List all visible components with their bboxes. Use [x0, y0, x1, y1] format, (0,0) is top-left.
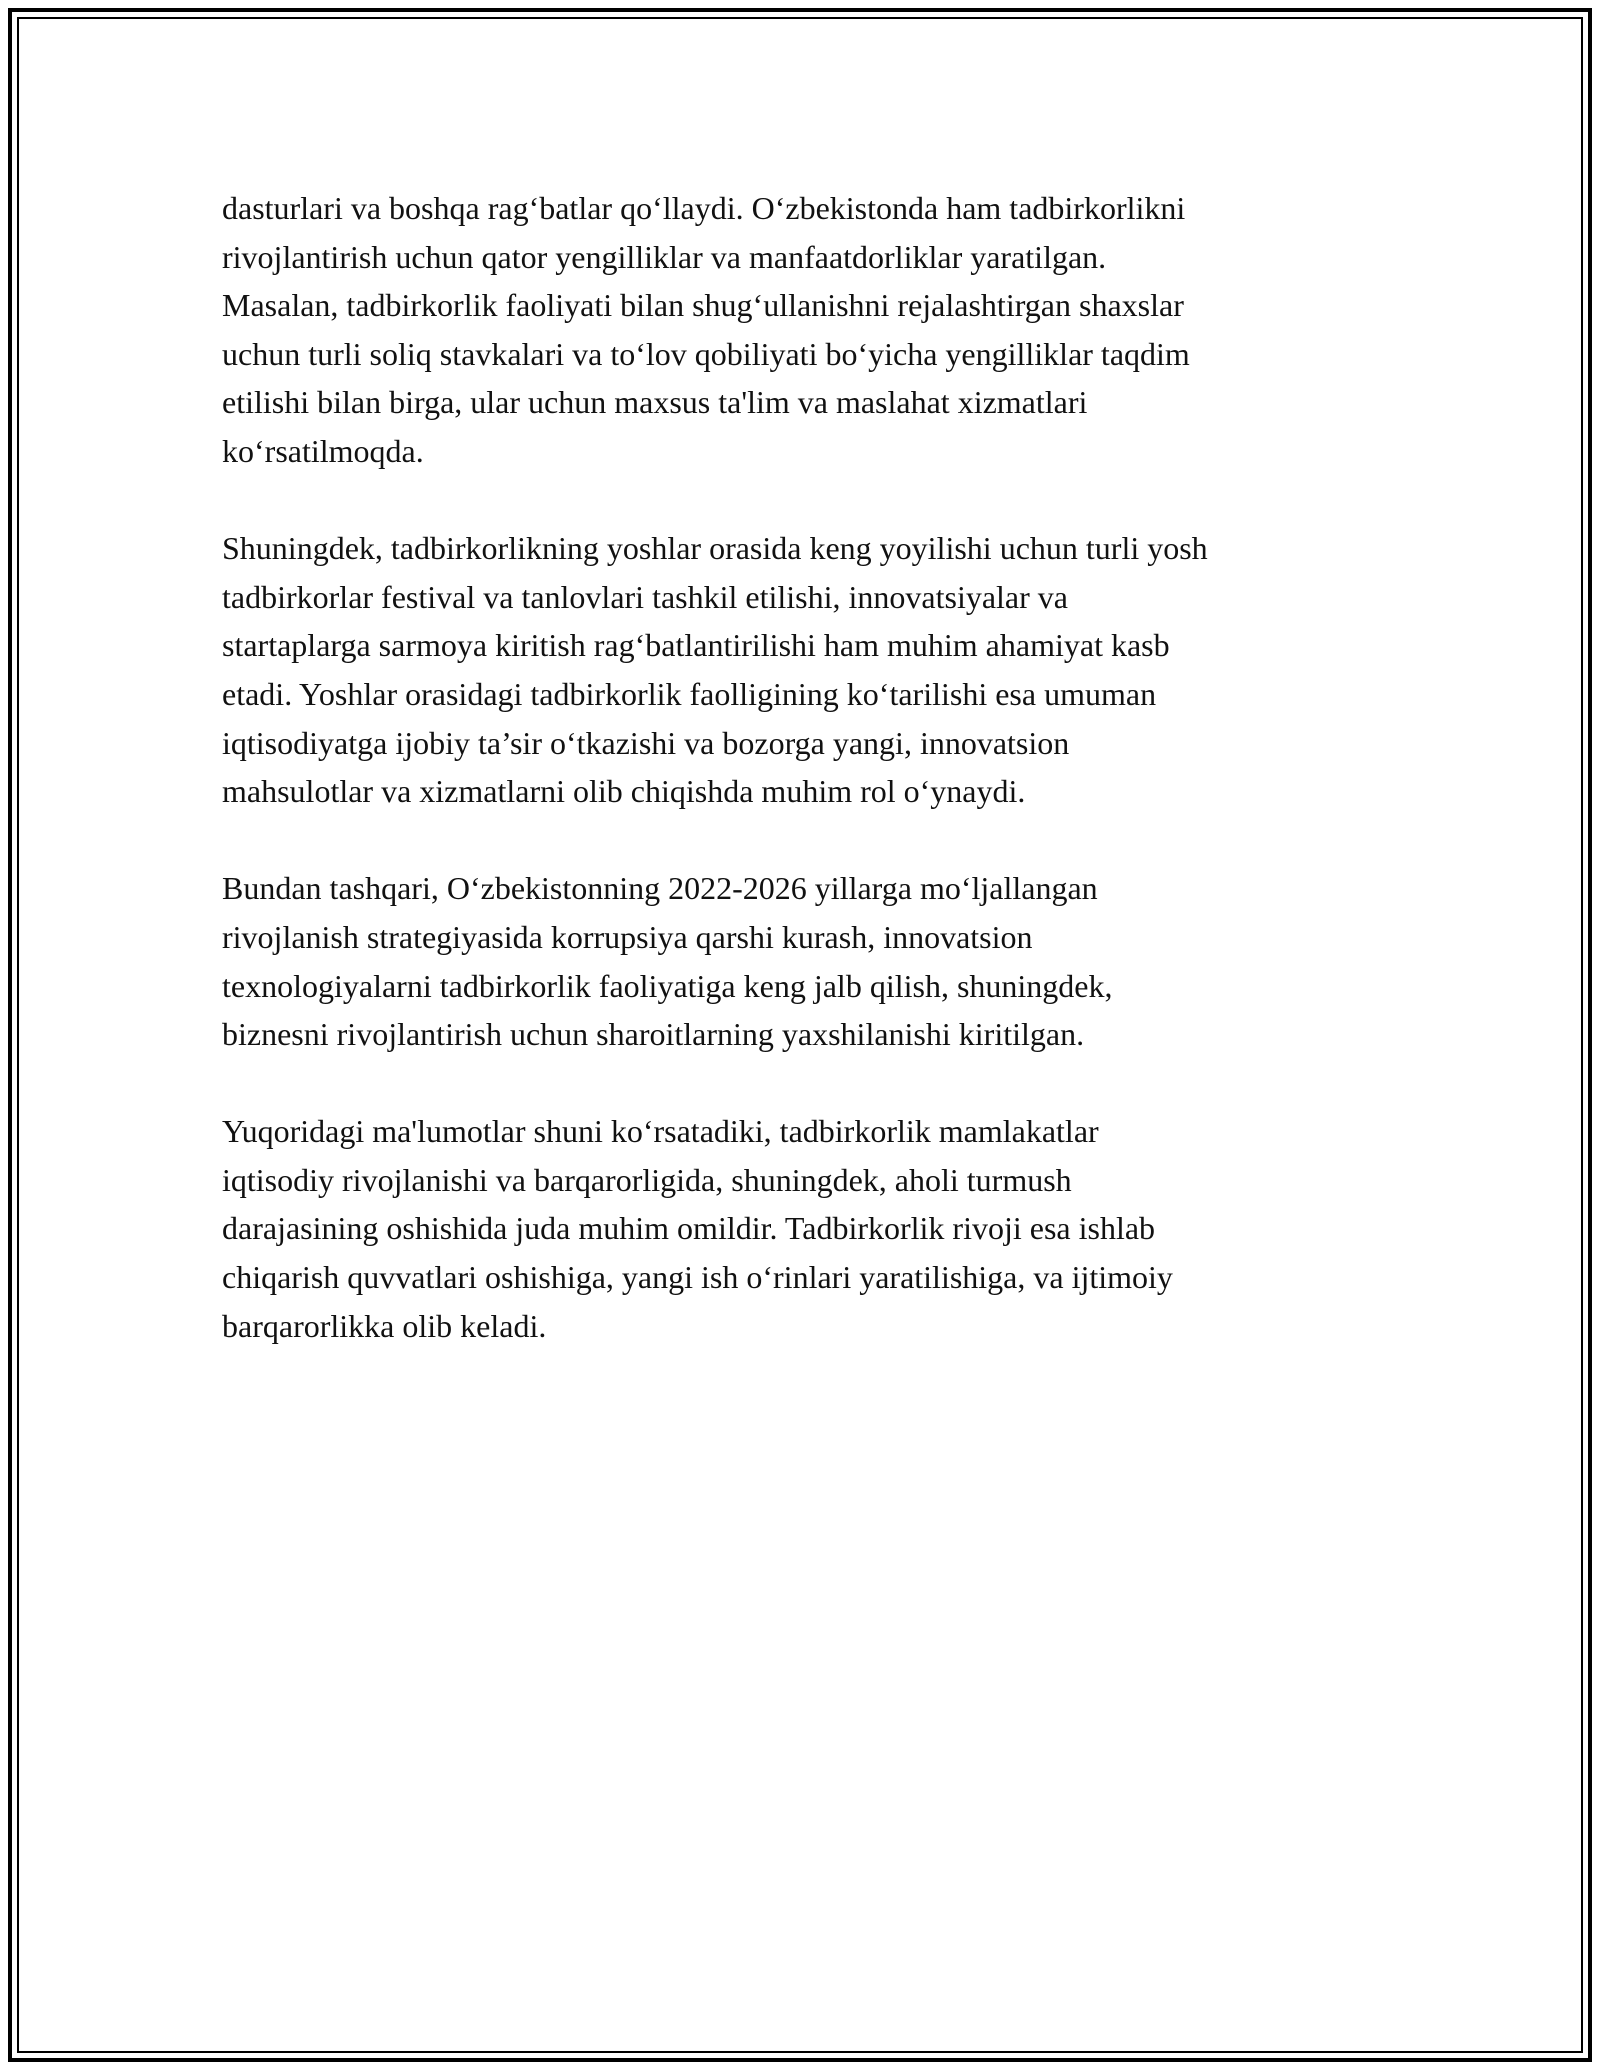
document-body [222, 184, 1372, 1399]
paragraph-3: Bundan tashqari, O‘zbekistonning 2022-2026 yillarga mo‘ljallangan rivojlanish strategiyasida korrupsiya qarshi kurash, innovatsion texnologiyalarni tadbirkorlik faoliyatiga keng jalb qilish, shuningdek, biznesni rivojlantirish uchun sharoitlarning yaxshilanishi kiritilgan. [222, 870, 1113, 1053]
paragraph-1: dasturlari va boshqa rag‘batlar qo‘llaydi. O‘zbekistonda ham tadbirkorlikni rivojlantirish uchun qator yengilliklar va manfaatdorliklar yaratilgan. Masalan, tadbirkorlik faoliyati bilan shug‘ullanishni rejalashtirgan shaxslar uchun turli soliq stavkalari va to‘lov qobiliyati bo‘yicha yengilliklar taqdim etilishi bilan birga, ular uchun maxsus ta'lim va maslahat xizmatlari ko‘rsatilmoqda. [222, 190, 1190, 469]
paragraph-4: Yuqoridagi ma'lumotlar shuni ko‘rsatadiki, tadbirkorlik mamlakatlar iqtisodiy rivojlanishi va barqarorligida, shuningdek, aholi turmush darajasining oshishida juda muhim omildir. Tadbirkorlik rivoji esa ishlab chiqarish quvvatlari oshishiga, yangi ish o‘rinlari yaratilishiga, va ijtimoiy barqarorlikka olib keladi. [222, 1113, 1173, 1344]
paragraph-2: Shuningdek, tadbirkorlikning yoshlar orasida keng yoyilishi uchun turli yosh tadbirkorlar festival va tanlovlari tashkil etilishi, innovatsiyalar va startaplarga sarmoya kiritish rag‘batlantirilishi ham muhim ahamiyat kasb etadi. Yoshlar orasidagi tadbirkorlik faolligining ko‘tarilishi esa umuman iqtisodiyatga ijobiy ta’sir o‘tkazishi va bozorga yangi, innovatsion mahsulotlar va xizmatlarni olib chiqishda muhim rol o‘ynaydi. [222, 530, 1208, 810]
